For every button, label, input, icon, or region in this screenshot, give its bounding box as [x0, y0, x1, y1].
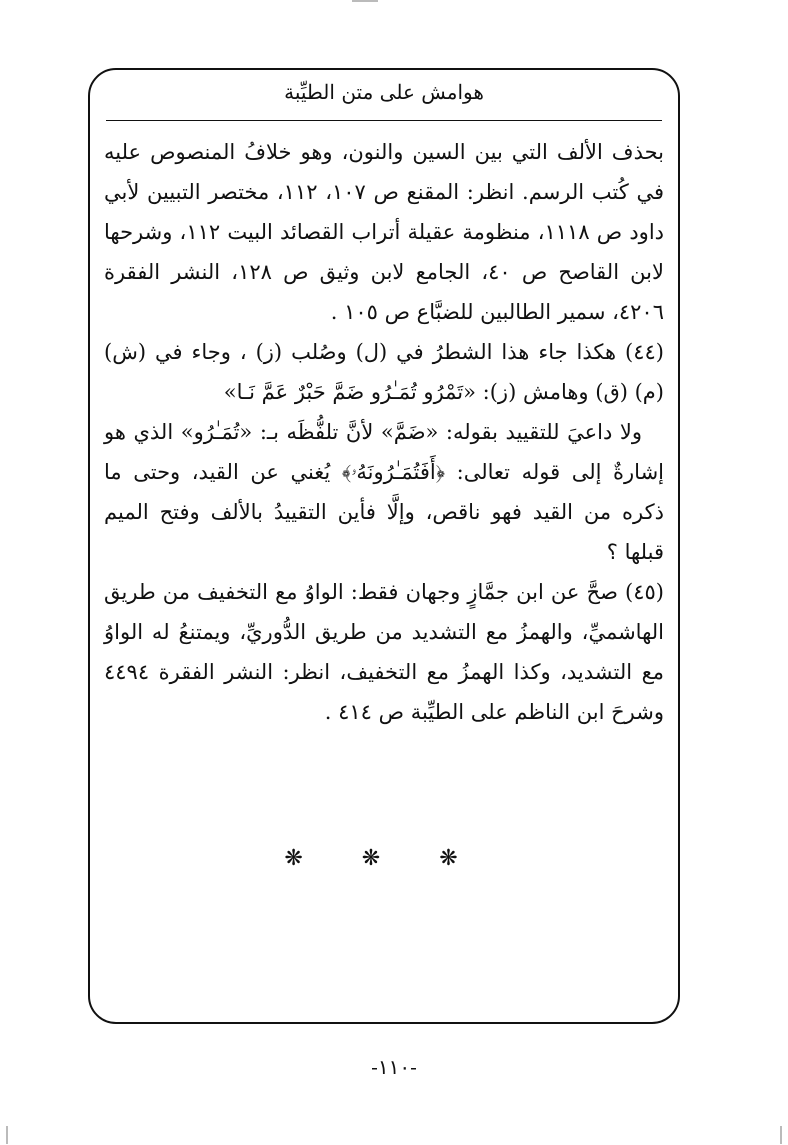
section-separator-stars: ❋ ❋ ❋ — [284, 846, 484, 871]
scan-edge-mark-right — [780, 1126, 782, 1144]
page-number: -١١٠- — [371, 1055, 417, 1079]
footnotes-body — [104, 132, 664, 732]
page-frame — [88, 68, 680, 1024]
header-rule — [106, 120, 662, 121]
scan-edge-mark-left — [6, 1126, 8, 1144]
scan-edge-mark-top — [352, 0, 378, 2]
footnote-44-commentary: ولا داعيَ للتقييد بقوله: «ضَمَّ» لأنَّ تلفُّظَه بـ: «تُمَـٰرُو» الذي هو إشارةٌ إلى قوله تعالى: ﴿أَفَتُمَـٰرُونَهُۥ﴾ يُغني عن القيد، وحتى ما ذكره من القيد فهو ناقص، وإلَّا فأين التقييدُ بالألف وفتح الميم قبلها ؟ — [104, 420, 664, 564]
footnote-45: (٤٥) صحَّ عن ابن جمَّازٍ وجهان فقط: الواوُ مع التخفيف من طريق الهاشميِّ، والهمزُ مع التشديد من طريق الدُّوريِّ، ويمتنعُ له الواوُ مع التشديد، وكذا الهمزُ مع التخفيف، انظر: النشر الفقرة ٤٤٩٤ وشرحَ ابن الناظم على الطيِّبة ص ٤١٤ . — [104, 580, 664, 724]
footnote-44: (٤٤) هكذا جاء هذا الشطرُ في (ل) وصُلب (ز) ، وجاء في (ش) (م) (ق) وهامش (ز): «تَمْرُو تُمَـٰرُو ضَمَّ حَبْرٌ عَمَّ نَـا» — [104, 340, 664, 404]
running-header-title: هوامش على متن الطيِّبة — [284, 80, 484, 104]
footnote-continuation: بحذف الألف التي بين السين والنون، وهو خلافُ المنصوص عليه في كُتب الرسم. انظر: المقنع ص ١٠٧، ١١٢، مختصر التبيين لأبي داود ص ١١١٨، منظومة عقيلة أتراب القصائد البيت ١١٢، وشرحها لابن القاصح ص ٤٠، الجامع لابن وثيق ص ١٢٨، النشر الفقرة ٤٢٠٦، سمير الطالبين للضبَّاع ص ١٠٥ . — [104, 140, 665, 324]
